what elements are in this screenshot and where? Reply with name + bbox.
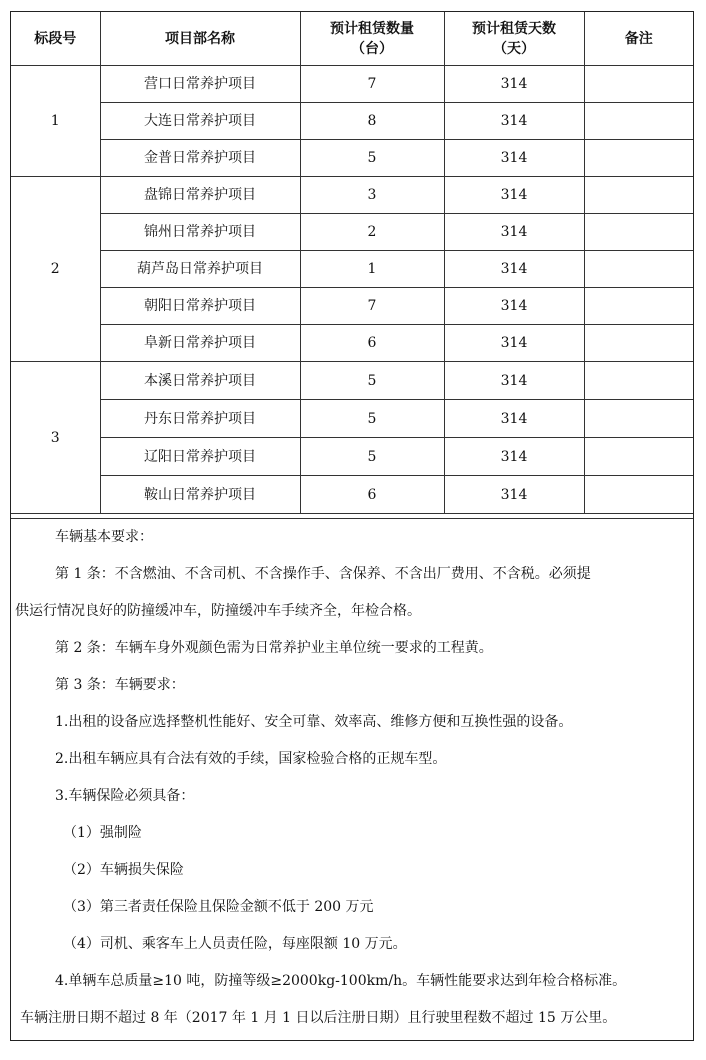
remark-cell: [584, 400, 693, 438]
clause-1-line-1: 第 1 条：不含燃油、不含司机、不含操作手、含保养、不含出厂费用、不含税。必须提: [55, 566, 591, 582]
days-cell: 314: [444, 251, 584, 288]
header-days-line1: 预计租赁天数: [472, 20, 556, 37]
days-cell: 314: [444, 140, 584, 177]
quantity-cell: 7: [300, 288, 444, 325]
project-cell: 金普日常养护项目: [100, 140, 300, 177]
header-remark: 备注: [584, 12, 693, 66]
days-cell: 314: [444, 214, 584, 251]
remark-cell: [584, 438, 693, 476]
insurance-item-4: （4）司机、乘客车上人员责任险，每座限额 10 万元。: [63, 936, 407, 952]
days-cell: 314: [444, 103, 584, 140]
insurance-item-1: （1）强制险: [63, 825, 142, 841]
requirement-item-4-line-1: 4.单辆车总质量≥10 吨，防撞等级≥2000kg-100km/h。车辆性能要求达到年检合格标准。: [55, 973, 627, 989]
requirement-item-3: 3.车辆保险必须具备：: [55, 788, 195, 804]
rental-table: [11, 12, 693, 514]
table-row: [11, 140, 693, 177]
insurance-item-3: （3）第三者责任保险且保险金额不低于 200 万元: [63, 899, 374, 915]
remark-cell: [584, 362, 693, 400]
days-cell: 314: [444, 288, 584, 325]
table-row: [11, 103, 693, 140]
quantity-cell: 5: [300, 438, 444, 476]
quantity-cell: 5: [300, 140, 444, 177]
quantity-cell: 5: [300, 400, 444, 438]
quantity-cell: 1: [300, 251, 444, 288]
remark-cell: [584, 177, 693, 214]
requirement-item-1: 1.出租的设备应选择整机性能好、安全可靠、效率高、维修方便和互换性强的设备。: [55, 714, 573, 730]
table-row: [11, 325, 693, 362]
days-cell: 314: [444, 476, 584, 514]
remark-cell: [584, 66, 693, 103]
table-row: [11, 400, 693, 438]
insurance-item-2: （2）车辆损失保险: [63, 862, 184, 878]
clause-2: 第 2 条：车辆车身外观颜色需为日常养护业主单位统一要求的工程黄。: [55, 640, 493, 656]
days-cell: 314: [444, 362, 584, 400]
quantity-cell: 2: [300, 214, 444, 251]
project-cell: 朝阳日常养护项目: [100, 288, 300, 325]
project-cell: 鞍山日常养护项目: [100, 476, 300, 514]
project-cell: 葫芦岛日常养护项目: [100, 251, 300, 288]
quantity-cell: 6: [300, 325, 444, 362]
project-cell: 丹东日常养护项目: [100, 400, 300, 438]
project-cell: 锦州日常养护项目: [100, 214, 300, 251]
header-section: 标段号: [11, 12, 100, 66]
header-quantity: [300, 12, 444, 66]
table-row: [11, 288, 693, 325]
remark-cell: [584, 288, 693, 325]
project-cell: 辽阳日常养护项目: [100, 438, 300, 476]
section-cell: 3: [11, 362, 100, 514]
header-days-line2: （天）: [493, 40, 535, 57]
project-cell: 盘锦日常养护项目: [100, 177, 300, 214]
remark-cell: [584, 325, 693, 362]
remark-cell: [584, 140, 693, 177]
days-cell: 314: [444, 438, 584, 476]
remark-cell: [584, 476, 693, 514]
table-row: [11, 214, 693, 251]
quantity-cell: 7: [300, 66, 444, 103]
project-cell: 阜新日常养护项目: [100, 325, 300, 362]
table-row: [11, 251, 693, 288]
table-row: [11, 438, 693, 476]
section-cell: 2: [11, 177, 100, 362]
header-days: [444, 12, 584, 66]
days-cell: 314: [444, 325, 584, 362]
remark-cell: [584, 214, 693, 251]
header-quantity-line1: 预计租赁数量: [330, 20, 414, 37]
requirement-item-2: 2.出租车辆应具有合法有效的手续，国家检验合格的正规车型。: [55, 751, 447, 767]
table-row: [11, 362, 693, 400]
quantity-cell: 5: [300, 362, 444, 400]
clause-3: 第 3 条：车辆要求：: [55, 677, 185, 693]
remark-cell: [584, 251, 693, 288]
project-cell: 大连日常养护项目: [100, 103, 300, 140]
table-row: [11, 177, 693, 214]
header-quantity-line2: （台）: [351, 40, 393, 57]
days-cell: 314: [444, 66, 584, 103]
clause-1-line-2: 供运行情况良好的防撞缓冲车，防撞缓冲车手续齐全，年检合格。: [15, 603, 421, 619]
quantity-cell: 8: [300, 103, 444, 140]
days-cell: 314: [444, 177, 584, 214]
table-row: [11, 476, 693, 514]
requirement-item-4-line-2: 车辆注册日期不超过 8 年（2017 年 1 月 1 日以后注册日期）且行驶里程数不超过 15 万公里。: [20, 1010, 617, 1026]
table-row: [11, 66, 693, 103]
remark-cell: [584, 103, 693, 140]
document-sheet: [10, 11, 694, 1041]
section-cell: 1: [11, 66, 100, 177]
days-cell: 314: [444, 400, 584, 438]
table-header-row: [11, 12, 693, 66]
project-cell: 营口日常养护项目: [100, 66, 300, 103]
requirements-title: 车辆基本要求：: [55, 529, 153, 545]
quantity-cell: 3: [300, 177, 444, 214]
header-project: 项目部名称: [100, 12, 300, 66]
requirements-section: [11, 518, 693, 1037]
project-cell: 本溪日常养护项目: [100, 362, 300, 400]
quantity-cell: 6: [300, 476, 444, 514]
